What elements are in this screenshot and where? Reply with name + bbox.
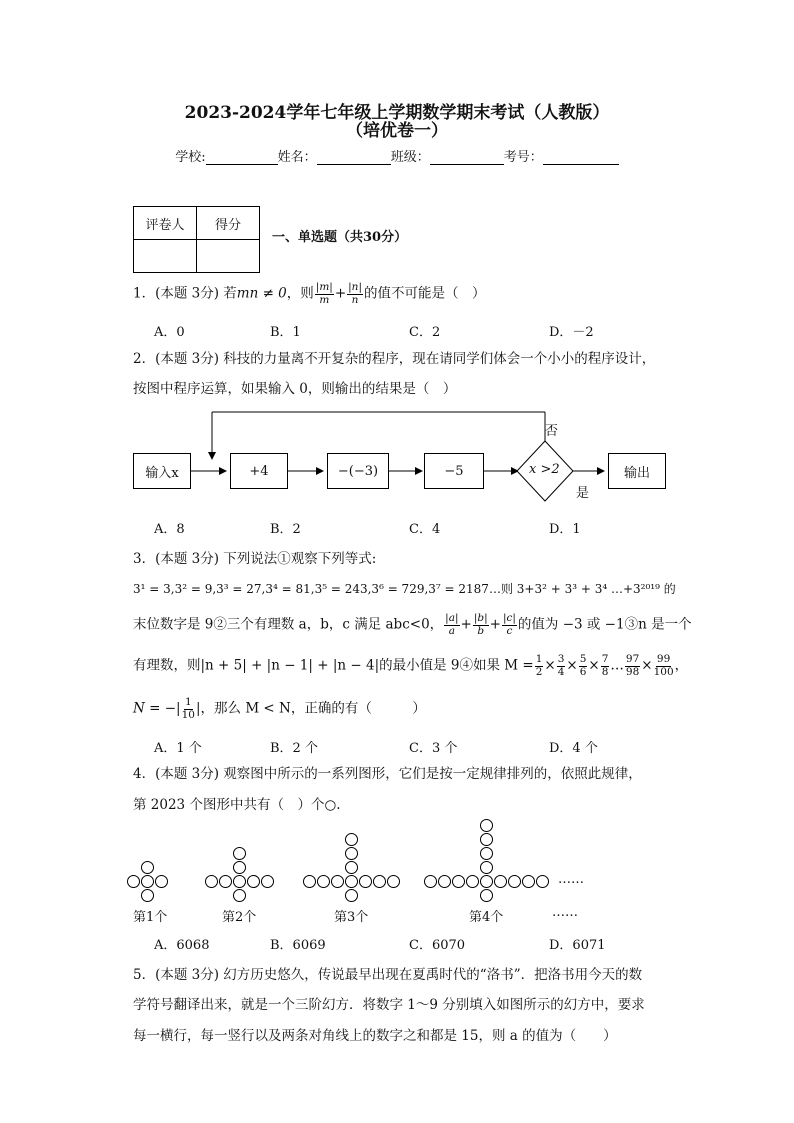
q3-option-c[interactable]: C．3 个 xyxy=(409,741,458,756)
q5-line-3: 每一横行，每一竖行以及两条对角线上的数字之和都是 15，则 a 的值为（ ） xyxy=(133,1028,617,1044)
figure-ellipsis-bottom: …… xyxy=(552,905,578,920)
flow-minus5-box: −5 xyxy=(424,453,484,489)
school-label: 学校: xyxy=(175,150,206,165)
circle-mark xyxy=(345,847,358,860)
q4-line-1: 4．(本题 3分) 观察图中所示的一系列图形，它们是按一定规律排列的，依照此规律， xyxy=(133,766,642,782)
q2-option-d[interactable]: D．1 xyxy=(549,522,581,537)
name-label: 姓名： xyxy=(277,150,317,165)
q4-option-d[interactable]: D．6071 xyxy=(549,938,606,953)
q3-line-5b: ，那么 M < N，正确的有（ ） xyxy=(200,700,426,717)
circle-mark xyxy=(141,861,154,874)
q3-option-b[interactable]: B．2 个 xyxy=(270,741,318,756)
circle-mark xyxy=(522,875,535,888)
circle-mark xyxy=(424,875,437,888)
circle-mark xyxy=(480,889,493,902)
q3-line-3: 末位数字是 9②三个有理数 a，b，c 满足 abc<0， $\frac{|a|}{a}$ + $\frac{|b|}{b}$ + $\frac{|c|}{c}$ 的值为 −3 或 −1③n 是一个 xyxy=(133,612,692,637)
q1-suffix: 的值不可能是（ ） xyxy=(363,285,486,302)
q1-option-d[interactable]: D．－2 xyxy=(549,325,594,340)
circle-mark xyxy=(141,889,154,902)
circle-mark xyxy=(480,819,493,832)
circle-mark xyxy=(345,875,358,888)
name-field[interactable] xyxy=(317,150,391,165)
circle-mark xyxy=(233,889,246,902)
q5-line-2: 学符号翻译出来，就是一个三阶幻方．将数字 1～9 分别填入如图所示的幻方中，要求 xyxy=(133,997,645,1013)
q1-mid: ，则 xyxy=(286,285,314,302)
circle-pattern-figures xyxy=(0,820,794,900)
circle-mark xyxy=(345,833,358,846)
q4-line-2: 第 2023 个图形中共有（ ）个○. xyxy=(133,797,341,813)
circle-mark xyxy=(480,875,493,888)
circle-mark xyxy=(480,833,493,846)
circle-mark xyxy=(480,847,493,860)
figure-1-label: 第1个 xyxy=(133,910,168,925)
circle-mark xyxy=(480,861,493,874)
score-header: 得分 xyxy=(197,207,260,240)
q4-option-a[interactable]: A．6068 xyxy=(154,938,210,953)
figure-3-label: 第3个 xyxy=(334,910,369,925)
q2-line-2: 按图中程序运算，如果输入 0，则输出的结果是（ ） xyxy=(133,381,457,397)
q3-line-4: 有理数，则|n + 5| + |n − 1| + |n − 4|的最小值是 9④如果 M = $\frac{1}{2}$ × $\frac{3}{4}$ × $\frac{5}{6}$ × $\frac{7}{8}$ … $\frac{97}{98}$ × $\frac{99}{100}$ ， xyxy=(133,653,689,678)
grading-table xyxy=(133,206,260,273)
circle-mark xyxy=(247,875,260,888)
circle-mark xyxy=(205,875,218,888)
circle-mark xyxy=(233,847,246,860)
q5-line-1: 5．(本题 3分) 幻方历史悠久，传说最早出现在夏禹时代的“洛书”．把洛书用今天的数 xyxy=(133,967,643,983)
flow-yes-label: 是 xyxy=(576,486,590,501)
circle-mark xyxy=(345,889,358,902)
circle-mark xyxy=(466,875,479,888)
circle-mark xyxy=(452,875,465,888)
q1-option-b[interactable]: B．1 xyxy=(270,325,301,340)
q3-option-a[interactable]: A．1 个 xyxy=(154,741,202,756)
score-cell[interactable] xyxy=(197,240,260,273)
q3-line-5: N = −| $\frac{1}{10}$ |，那么 M < N，正确的有（ ） xyxy=(133,696,426,721)
exam-title: 2023-2024学年七年级上学期数学期末考试（人教版） xyxy=(184,103,610,123)
q4-option-b[interactable]: B．6069 xyxy=(270,938,326,953)
q1-condition: mn ≠ 0 xyxy=(236,285,287,302)
figure-ellipsis-top: …… xyxy=(558,872,584,887)
q3-line-3b: 的值为 −3 或 −1③n 是一个 xyxy=(517,616,692,633)
circle-mark xyxy=(127,875,140,888)
circle-mark xyxy=(317,875,330,888)
circle-mark xyxy=(233,861,246,874)
grader-cell[interactable] xyxy=(134,240,197,273)
figure-2-label: 第2个 xyxy=(222,910,257,925)
circle-mark xyxy=(303,875,316,888)
circle-mark xyxy=(155,875,168,888)
q4-option-c[interactable]: C．6070 xyxy=(409,938,466,953)
q1-prefix: 1．(本题 3分) 若 xyxy=(133,285,237,302)
q1-fraction-n: $\frac{|n|}{n}$ xyxy=(348,281,362,306)
q3-line-3a: 末位数字是 9②三个有理数 a，b，c 满足 abc<0， xyxy=(133,616,444,633)
circle-mark xyxy=(508,875,521,888)
class-label: 班级： xyxy=(390,150,430,165)
circle-mark xyxy=(438,875,451,888)
q1-fraction-m: $\frac{|m|}{m}$ xyxy=(315,281,333,306)
circle-mark xyxy=(536,875,549,888)
q3-line-2: 3¹ = 3,3² = 9,3³ = 27,3⁴ = 81,3⁵ = 243,3⁶ = 729,3⁷ = 2187…则 3+3² + 3³ + 3⁴ …+3²⁰¹⁹ 的 xyxy=(133,582,676,596)
flow-input-box: 输入x xyxy=(133,453,191,489)
circle-mark xyxy=(219,875,232,888)
flow-condition-label: x >2 xyxy=(529,462,560,477)
circle-mark xyxy=(359,875,372,888)
school-field[interactable] xyxy=(206,150,278,165)
flow-minus-neg3-box: −(−3) xyxy=(327,453,389,489)
q3-line-1: 3．(本题 3分) 下列说法①观察下列等式: xyxy=(133,551,377,567)
q3-line-5a: N = − xyxy=(133,700,177,717)
circle-mark xyxy=(233,875,246,888)
circle-mark xyxy=(331,875,344,888)
flow-add4-box: +4 xyxy=(230,453,288,489)
question-1: 1．(本题 3分) 若mn ≠ 0，则 $\frac{|m|}{m}$ + $\frac{|n|}{n}$ 的值不可能是（ ） xyxy=(133,281,486,306)
number-field[interactable] xyxy=(543,150,619,165)
flow-output-box: 输出 xyxy=(608,453,666,489)
number-label: 考号： xyxy=(503,150,543,165)
circle-mark xyxy=(261,875,274,888)
circle-mark xyxy=(141,875,154,888)
q1-option-a[interactable]: A．0 xyxy=(154,325,185,340)
section-heading: 一、单选题（共30分） xyxy=(272,230,408,245)
student-info-line xyxy=(0,146,794,165)
q1-option-c[interactable]: C．2 xyxy=(409,325,441,340)
circle-mark xyxy=(373,875,386,888)
exam-subtitle: （培优卷一） xyxy=(346,121,448,141)
q2-line-1: 2．(本题 3分) 科技的力量离不开复杂的程序，现在请同学们体会一个小小的程序设计， xyxy=(133,351,656,367)
q3-option-d[interactable]: D．4 个 xyxy=(549,741,598,756)
grader-header: 评卷人 xyxy=(134,207,197,240)
q2-option-b[interactable]: B．2 xyxy=(270,522,301,537)
flow-no-label: 否 xyxy=(545,424,559,439)
q3-line-4a: 有理数，则|n + 5| + |n − 1| + |n − 4|的最小值是 9④如果 M = xyxy=(133,657,534,674)
q2-option-c[interactable]: C．4 xyxy=(409,522,441,537)
circle-mark xyxy=(387,875,400,888)
q2-option-a[interactable]: A．8 xyxy=(154,522,185,537)
figure-4-label: 第4个 xyxy=(469,910,504,925)
class-field[interactable] xyxy=(430,150,504,165)
circle-mark xyxy=(345,861,358,874)
circle-mark xyxy=(494,875,507,888)
